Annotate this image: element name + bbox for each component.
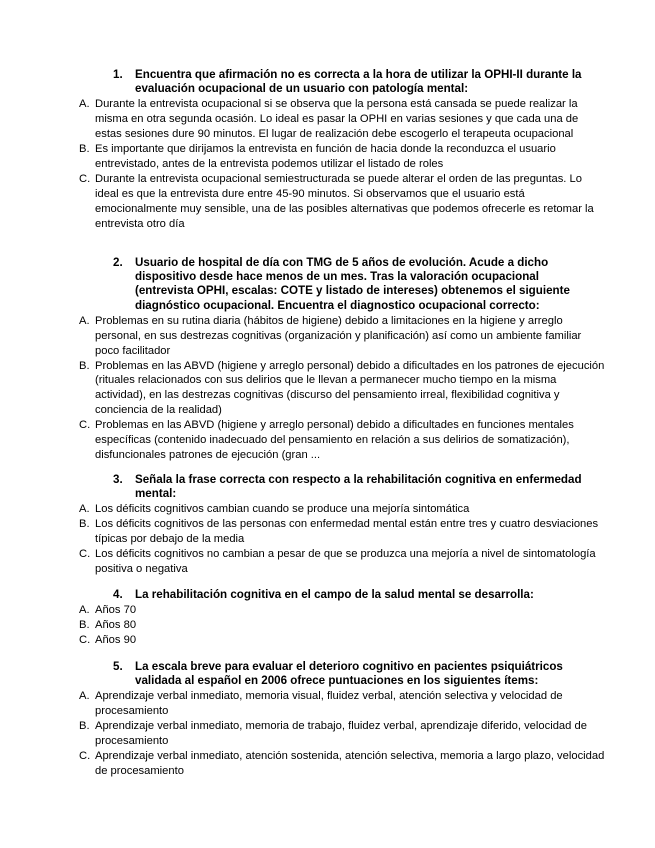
question-header	[0, 660, 655, 688]
option-text: Los déficits cognitivos cambian cuando se produce una mejoría sintomática	[95, 503, 470, 516]
option-text: Años 70	[95, 604, 137, 617]
question-text: Encuentra que afirmación no es correcta a la hora de utilizar la OPHI-II durante la evaluación ocupacional de un usuario con patología mental:	[135, 68, 582, 96]
option-a	[0, 689, 655, 719]
option-letter: A.	[79, 314, 90, 327]
question-2	[0, 256, 655, 463]
option-c	[0, 749, 655, 779]
option-text: Problemas en las ABVD (higiene y arreglo personal) debido a dificultades en funciones mentales específicas (contenido inadecuado del pensamiento en relación a sus delirios de somatización), disfuncionales patrones de ejecución (gran ...	[95, 419, 574, 461]
option-text: Los déficits cognitivos no cambian a pesar de que se produzca una mejoría a nivel de sintomatología positiva o negativa	[95, 548, 596, 576]
question-number: 3.	[113, 473, 123, 486]
option-letter: C.	[79, 419, 91, 432]
option-letter: C.	[79, 750, 91, 763]
option-text: Aprendizaje verbal inmediato, memoria visual, fluidez verbal, atención selectiva y velocidad de procesamiento	[95, 690, 563, 718]
option-letter: A.	[79, 503, 90, 516]
option-text: Durante la entrevista ocupacional si se observa que la persona está cansada se puede realizar la misma en otra segunda ocasión. Lo ideal es pasar la OPHI en varias sesiones y que cada una de estas sesiones dure 90 minutos. El lugar de realización debe escogerlo el terapeuta ocupacional	[95, 98, 579, 141]
option-text: Problemas en las ABVD (higiene y arreglo personal) debido a dificultades en los patrones de ejecución (rituales relacionados con sus delirios que le llevan a permanecer mucho tiempo en la misma actividad), en las destrezas cognitivas (discurso del pensamiento irreal, flexibilidad cognitiva y conciencia de la realidad)	[95, 359, 605, 417]
option-letter: A.	[79, 98, 90, 111]
option-letter: A.	[79, 604, 90, 617]
option-text: Los déficits cognitivos de las personas con enfermedad mental están entre tres y cuatro desviaciones típicas por debajo de la media	[95, 518, 599, 546]
options-list	[0, 502, 655, 577]
option-text: Problemas en su rutina diaria (hábitos de higiene) debido a limitaciones en la higiene y arreglo personal, en sus destrezas cognitivas (organización y planificación) así como un ambiente familiar poco facilitador	[95, 314, 582, 357]
question-text: Usuario de hospital de día con TMG de 5 años de evolución. Acude a dicho dispositivo desde hace menos de un mes. Tras la valoración ocupacional (entrevista OPHI, escalas: COTE y listado de intereses) obtenemos el siguiente diagnóstico ocupacional. Encuentra el diagnostico ocupacional correcto:	[135, 256, 570, 312]
option-text: Años 80	[95, 619, 137, 632]
option-text: Es importante que dirijamos la entrevista en función de hacia donde la reconduzca el usuario entrevistado, antes de la entrevista podemos utilizar el listado de roles	[95, 143, 556, 171]
question-1	[0, 68, 655, 232]
option-letter: B.	[79, 359, 90, 372]
option-a	[0, 603, 655, 618]
option-a	[0, 314, 655, 359]
option-a	[0, 502, 655, 517]
options-list	[0, 97, 655, 231]
question-number: 1.	[113, 68, 123, 81]
option-b	[0, 618, 655, 633]
option-b	[0, 359, 655, 419]
option-text: Aprendizaje verbal inmediato, atención sostenida, atención selectiva, memoria a largo plazo, velocidad de procesamiento	[95, 750, 605, 777]
option-text: Durante la entrevista ocupacional semiestructurada se puede alterar el orden de las preguntas. Lo ideal es que la entrevista dure entre 45-90 minutos. Si observamos que el usuario está emocionalmente muy sensible, una de las posibles alternativas que podemos ofrecerle es retomar la entrevista otro día	[95, 172, 594, 230]
option-letter: A.	[79, 690, 90, 703]
question-5	[0, 660, 655, 779]
options-list	[0, 689, 655, 778]
option-c	[0, 633, 655, 648]
options-list	[0, 314, 655, 463]
option-c	[0, 172, 655, 232]
option-text: Aprendizaje verbal inmediato, memoria de trabajo, fluidez verbal, aprendizaje diferido, velocidad de procesamiento	[95, 720, 587, 748]
option-c	[0, 418, 655, 463]
question-number: 5.	[113, 660, 123, 673]
option-letter: B.	[79, 619, 90, 632]
option-b	[0, 517, 655, 547]
question-4	[0, 588, 655, 648]
option-letter: C.	[79, 548, 91, 561]
question-number: 4.	[113, 588, 123, 601]
question-3	[0, 473, 655, 577]
option-letter: B.	[79, 720, 90, 733]
option-letter: B.	[79, 143, 90, 156]
option-letter: B.	[79, 518, 90, 531]
question-header	[0, 256, 655, 313]
question-header	[0, 588, 655, 602]
question-text: La escala breve para evaluar el deterioro cognitivo en pacientes psiquiátricos validada al español en 2006 ofrece puntuaciones en los siguientes ítems:	[135, 660, 563, 688]
question-text: Señala la frase correcta con respecto a la rehabilitación cognitiva en enfermedad mental:	[135, 473, 582, 501]
options-list	[0, 603, 655, 648]
option-b	[0, 142, 655, 172]
option-text: Años 90	[95, 634, 137, 647]
question-text: La rehabilitación cognitiva en el campo de la salud mental se desarrolla:	[135, 588, 534, 601]
question-number: 2.	[113, 256, 123, 269]
option-a	[0, 97, 655, 142]
question-header	[0, 68, 655, 96]
option-b	[0, 719, 655, 749]
option-c	[0, 547, 655, 577]
option-letter: C.	[79, 634, 91, 647]
question-header	[0, 473, 655, 501]
option-letter: C.	[79, 172, 91, 185]
